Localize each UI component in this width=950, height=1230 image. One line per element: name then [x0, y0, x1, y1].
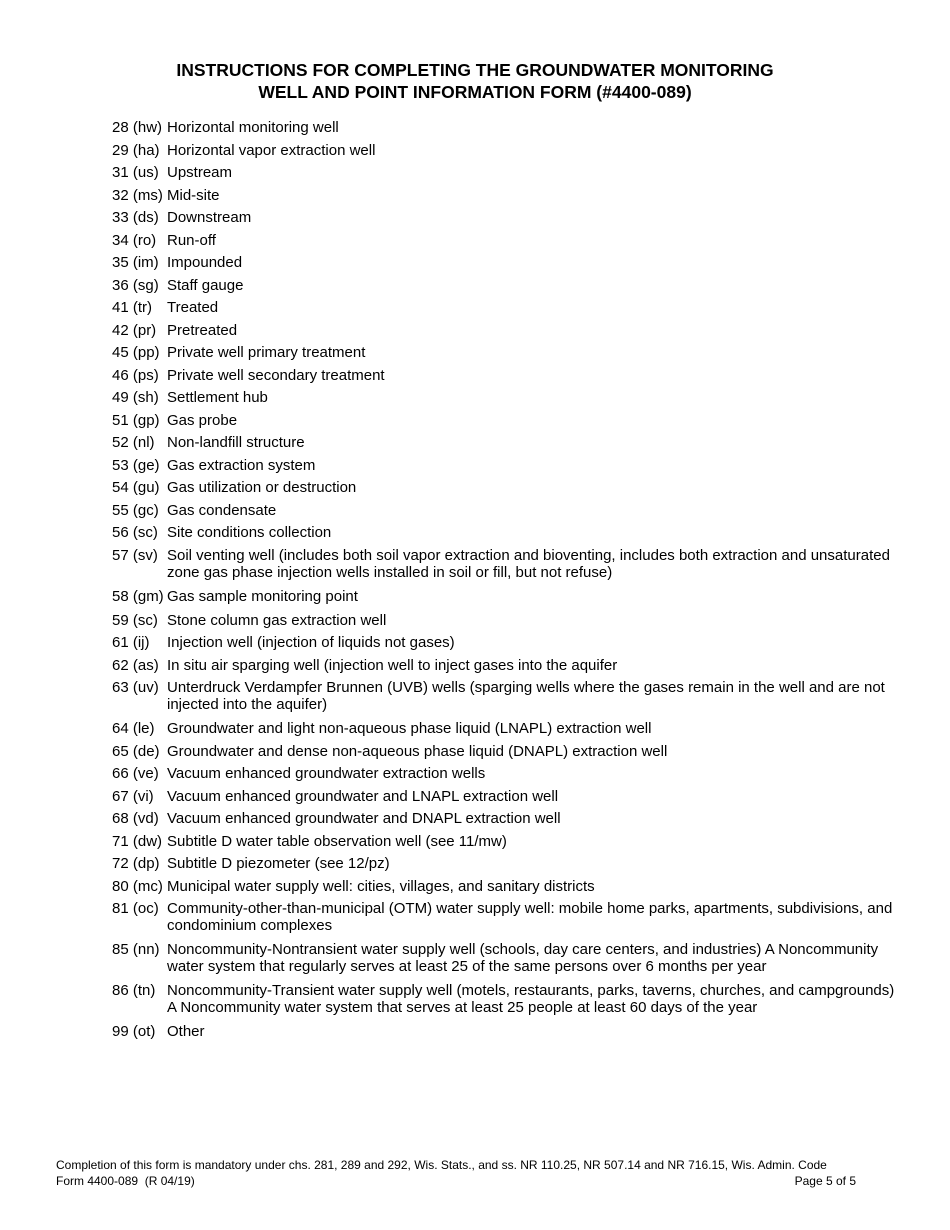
item-description: Community-other-than-municipal (OTM) water supply well: mobile home parks, apartments, subdivisions, and condominium complexes	[167, 900, 893, 934]
item-code: 66 (ve)	[112, 765, 159, 782]
item-code: 42 (pr)	[112, 321, 157, 339]
item-code: 41 (tr)	[112, 299, 153, 316]
list-item	[112, 479, 902, 496]
item-code: 57 (sv)	[112, 546, 158, 564]
item-code: 45 (pp)	[112, 344, 160, 361]
list-item	[112, 187, 902, 204]
item-description: Gas utilization or destruction	[167, 479, 357, 496]
item-description: Vacuum enhanced groundwater and DNAPL extraction well	[167, 810, 561, 827]
item-code: 81 (oc)	[112, 900, 159, 917]
list-item	[112, 833, 902, 850]
item-description: Impounded	[167, 254, 243, 271]
item-description: Non-landfill structure	[167, 434, 305, 451]
item-description: Soil venting well (includes both soil vapor extraction and bioventing, includes both extraction and unsaturated zone gas phase injection wells installed in soil or fill, but not refuse)	[167, 546, 890, 581]
list-item	[112, 900, 902, 934]
list-item	[112, 588, 902, 605]
list-item	[112, 524, 902, 541]
list-item	[112, 878, 902, 895]
item-description: Run-off	[167, 231, 216, 249]
item-code: 32 (ms)	[112, 186, 163, 204]
list-item	[112, 634, 902, 651]
item-code: 53 (ge)	[112, 456, 160, 474]
list-item	[112, 679, 902, 713]
item-description: Subtitle D piezometer (see 12/pz)	[167, 855, 390, 872]
list-item	[112, 299, 902, 316]
list-item	[112, 720, 902, 737]
item-code: 29 (ha)	[112, 141, 160, 159]
list-item	[112, 547, 902, 581]
list-item	[112, 142, 902, 159]
document-title	[0, 59, 950, 103]
item-description: Upstream	[167, 164, 233, 181]
item-description: Staff gauge	[167, 276, 244, 294]
item-code: 80 (mc)	[112, 877, 163, 895]
item-code: 55 (gc)	[112, 501, 159, 519]
list-item	[112, 941, 902, 975]
item-description: Pretreated	[167, 321, 238, 339]
list-item	[112, 209, 902, 226]
item-description: Downstream	[167, 209, 252, 226]
page-number: Page 5 of 5	[794, 1174, 856, 1188]
list-item	[112, 457, 902, 474]
item-code: 61 (ij)	[112, 634, 150, 651]
item-description: Gas probe	[167, 411, 238, 429]
well-code-list	[112, 119, 902, 1047]
list-item	[112, 502, 902, 519]
item-code: 64 (le)	[112, 720, 155, 737]
footer-line-2	[56, 1173, 856, 1189]
item-code: 68 (vd)	[112, 810, 159, 827]
item-description: Private well primary treatment	[167, 344, 366, 361]
item-code: 72 (dp)	[112, 855, 160, 872]
item-description: In situ air sparging well (injection well to inject gases into the aquifer	[167, 656, 618, 674]
item-description: Vacuum enhanced groundwater and LNAPL extraction well	[167, 787, 559, 805]
item-code: 28 (hw)	[112, 119, 163, 136]
item-description: Site conditions collection	[167, 524, 332, 541]
page-footer	[56, 1157, 856, 1189]
item-code: 51 (gp)	[112, 411, 160, 429]
title-line-2: WELL AND POINT INFORMATION FORM (#4400-089)	[258, 82, 692, 102]
item-code: 59 (sc)	[112, 611, 158, 629]
item-description: Horizontal vapor extraction well	[167, 141, 376, 159]
item-code: 67 (vi)	[112, 787, 154, 805]
item-code: 99 (ot)	[112, 1023, 156, 1040]
item-code: 71 (dw)	[112, 832, 163, 850]
list-item	[112, 982, 902, 1016]
item-description: Municipal water supply well: cities, villages, and sanitary districts	[167, 877, 595, 895]
item-description: Mid-site	[167, 186, 220, 204]
list-item	[112, 788, 902, 805]
item-description: Private well secondary treatment	[167, 366, 385, 384]
item-code: 62 (as)	[112, 656, 159, 674]
list-item	[112, 855, 902, 872]
list-item	[112, 612, 902, 629]
item-code: 86 (tn)	[112, 982, 156, 999]
list-item	[112, 810, 902, 827]
item-description: Treated	[167, 299, 219, 316]
item-code: 65 (de)	[112, 742, 160, 760]
item-code: 52 (nl)	[112, 434, 155, 451]
item-description: Settlement hub	[167, 389, 268, 406]
item-description: Other	[167, 1023, 205, 1040]
item-description: Gas condensate	[167, 501, 277, 519]
item-code: 31 (us)	[112, 164, 159, 181]
list-item	[112, 344, 902, 361]
item-code: 54 (gu)	[112, 479, 160, 496]
list-item	[112, 765, 902, 782]
item-description: Injection well (injection of liquids not gases)	[167, 634, 455, 651]
item-description: Stone column gas extraction well	[167, 611, 387, 629]
item-code: 34 (ro)	[112, 231, 157, 249]
item-description: Noncommunity-Nontransient water supply well (schools, day care centers, and industries) A Noncommunity water system that regularly serves at least 25 of the same persons over 6 months per year	[167, 941, 879, 975]
list-item	[112, 277, 902, 294]
list-item	[112, 232, 902, 249]
list-item	[112, 743, 902, 760]
item-description: Groundwater and dense non-aqueous phase liquid (DNAPL) extraction well	[167, 742, 668, 760]
list-item	[112, 164, 902, 181]
item-code: 49 (sh)	[112, 389, 159, 406]
item-description: Gas extraction system	[167, 456, 316, 474]
item-code: 36 (sg)	[112, 276, 159, 294]
item-description: Vacuum enhanced groundwater extraction wells	[167, 765, 486, 782]
item-description: Unterdruck Verdampfer Brunnen (UVB) wells (sparging wells where the gases remain in the well and are not injected into the aquifer)	[167, 679, 885, 713]
mandatory-note: Completion of this form is mandatory under chs. 281, 289 and 292, Wis. Stats., and ss. NR 110.25, NR 507.14 and NR 716.15, Wis. Admin. Code	[56, 1158, 827, 1172]
item-description: Groundwater and light non-aqueous phase liquid (LNAPL) extraction well	[167, 720, 652, 737]
list-item	[112, 322, 902, 339]
list-item	[112, 389, 902, 406]
list-item	[112, 254, 902, 271]
list-item	[112, 119, 902, 136]
item-code: 56 (sc)	[112, 524, 158, 541]
list-item	[112, 367, 902, 384]
item-code: 85 (nn)	[112, 941, 160, 958]
list-item	[112, 412, 902, 429]
item-description: Subtitle D water table observation well (see 11/mw)	[167, 832, 507, 850]
list-item	[112, 434, 902, 451]
item-code: 58 (gm)	[112, 587, 164, 605]
item-code: 63 (uv)	[112, 679, 159, 696]
item-description: Gas sample monitoring point	[167, 587, 358, 605]
form-number: Form 4400-089 (R 04/19)	[56, 1174, 195, 1188]
list-item	[112, 657, 902, 674]
list-item	[112, 1023, 902, 1040]
item-description: Noncommunity-Transient water supply well (motels, restaurants, parks, taverns, churches, and campgrounds) A Noncommunity water system that serves at least 25 people at least 60 days of the year	[167, 982, 895, 1016]
item-code: 33 (ds)	[112, 209, 159, 226]
item-code: 35 (im)	[112, 254, 159, 271]
item-description: Horizontal monitoring well	[167, 119, 339, 136]
item-code: 46 (ps)	[112, 366, 159, 384]
title-line-1: INSTRUCTIONS FOR COMPLETING THE GROUNDWATER MONITORING	[176, 60, 774, 80]
